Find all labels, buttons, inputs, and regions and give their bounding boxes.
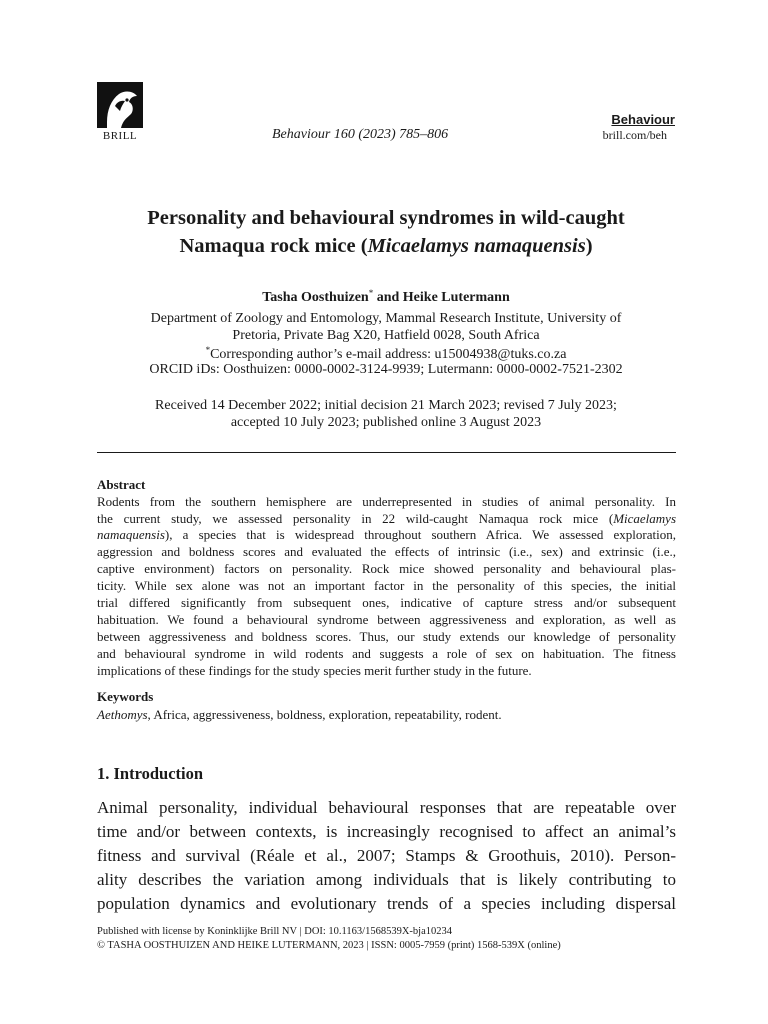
- affiliation-line-2: Pretoria, Private Bag X20, Hatfield 0028, South Africa: [232, 328, 540, 343]
- abstract-line: ticity. While sex alone was not an important factor in the personality of this species, the initial: [97, 578, 676, 593]
- title-line-1: Personality and behavioural syndromes in wild-caught: [147, 207, 625, 229]
- corresponding-mark: *: [368, 288, 374, 298]
- author-1: Tasha Oosthuizen: [262, 290, 369, 305]
- brill-logo: [97, 82, 143, 128]
- abstract-line: captive environment) factors on personality. Rock mice showed personality and behavioural plas-: [97, 561, 676, 576]
- title-line-2: Namaqua rock mice (Micaelamys namaquensis): [179, 235, 593, 257]
- section-heading-introduction: 1. Introduction: [97, 764, 204, 783]
- keywords-heading: Keywords: [97, 689, 154, 704]
- author-2: and Heike Lutermann: [373, 290, 510, 305]
- affiliation-line-1: Department of Zoology and Entomology, Mammal Research Institute, University of: [150, 311, 622, 326]
- author-list: [90, 288, 682, 306]
- title-species: Micaelamys namaquensis: [367, 235, 586, 257]
- intro-line: Animal personality, individual behavioural responses that are repeatable over: [97, 798, 676, 817]
- abstract-line: and behavioural syndrome in wild rodents and suggests a role of sex on habituation. The fitness: [97, 646, 676, 661]
- corresponding-email: *Corresponding author’s e-mail address: u15004938@tuks.co.za: [205, 345, 567, 362]
- intro-line: fitness and survival (Réale et al., 2007; Stamps & Groothuis, 2010). Person-: [97, 846, 676, 865]
- footer-license-doi: Published with license by Koninklijke Brill NV | DOI: 10.1163/1568539X-bja10234: [97, 926, 452, 937]
- abstract-line: trial differed significantly from subsequent ones, indicative of capture stress and/or subsequent: [97, 595, 676, 610]
- publisher-label: BRILL: [102, 130, 138, 142]
- divider: [97, 452, 676, 453]
- keywords-list: Aethomys, Africa, aggressiveness, boldness, exploration, repeatability, rodent.: [97, 707, 502, 722]
- intro-line: ality describes the variation among individuals that is likely contributing to: [97, 870, 676, 889]
- orcid-ids: ORCID iDs: Oosthuizen: 0000-0002-3124-9939; Lutermann: 0000-0002-7521-2302: [149, 362, 623, 377]
- abstract-heading: Abstract: [97, 477, 146, 492]
- footer-copyright-issn: © TASHA OOSTHUIZEN AND HEIKE LUTERMANN, 2023 | ISSN: 0005-7959 (print) 1568-539X (online): [97, 940, 561, 951]
- intro-line: population dynamics and evolutionary trends of a species including dispersal: [97, 894, 676, 913]
- abstract-line: habituation. We found a behavioural syndrome between aggressiveness and exploration, as well as: [97, 612, 676, 627]
- journal-citation: Behaviour 160 (2023) 785–806: [272, 127, 449, 142]
- dates-line-1: Received 14 December 2022; initial decision 21 March 2023; revised 7 July 2023;: [155, 398, 617, 413]
- intro-line: time and/or between contexts, is increasingly recognised to affect an animal’s: [97, 822, 676, 841]
- dates-line-2: accepted 10 July 2023; published online 3 August 2023: [230, 415, 542, 430]
- abstract-line: implications of these findings for the study species merit further study in the future.: [97, 663, 532, 678]
- abstract-line: between aggressiveness and boldness scores. Thus, our study extends our knowledge of personality: [97, 629, 676, 644]
- abstract-line: Rodents from the southern hemisphere are underrepresented in studies of animal personality. In: [97, 494, 676, 509]
- abstract-line: aggression and boldness scores and evaluated the effects of intrinsic (i.e., sex) and extrinsic (i.e.,: [97, 544, 676, 559]
- journal-name[interactable]: Behaviour: [611, 112, 675, 127]
- journal-url[interactable]: brill.com/beh: [602, 128, 667, 142]
- abstract-line: the current study, we assessed personality in 22 wild-caught Namaqua rock mice (Micaelamys: [97, 511, 676, 526]
- article-title: [90, 204, 682, 260]
- abstract-line: namaquensis), a species that is widespread throughout southern Africa. We assessed exploration,: [97, 527, 676, 542]
